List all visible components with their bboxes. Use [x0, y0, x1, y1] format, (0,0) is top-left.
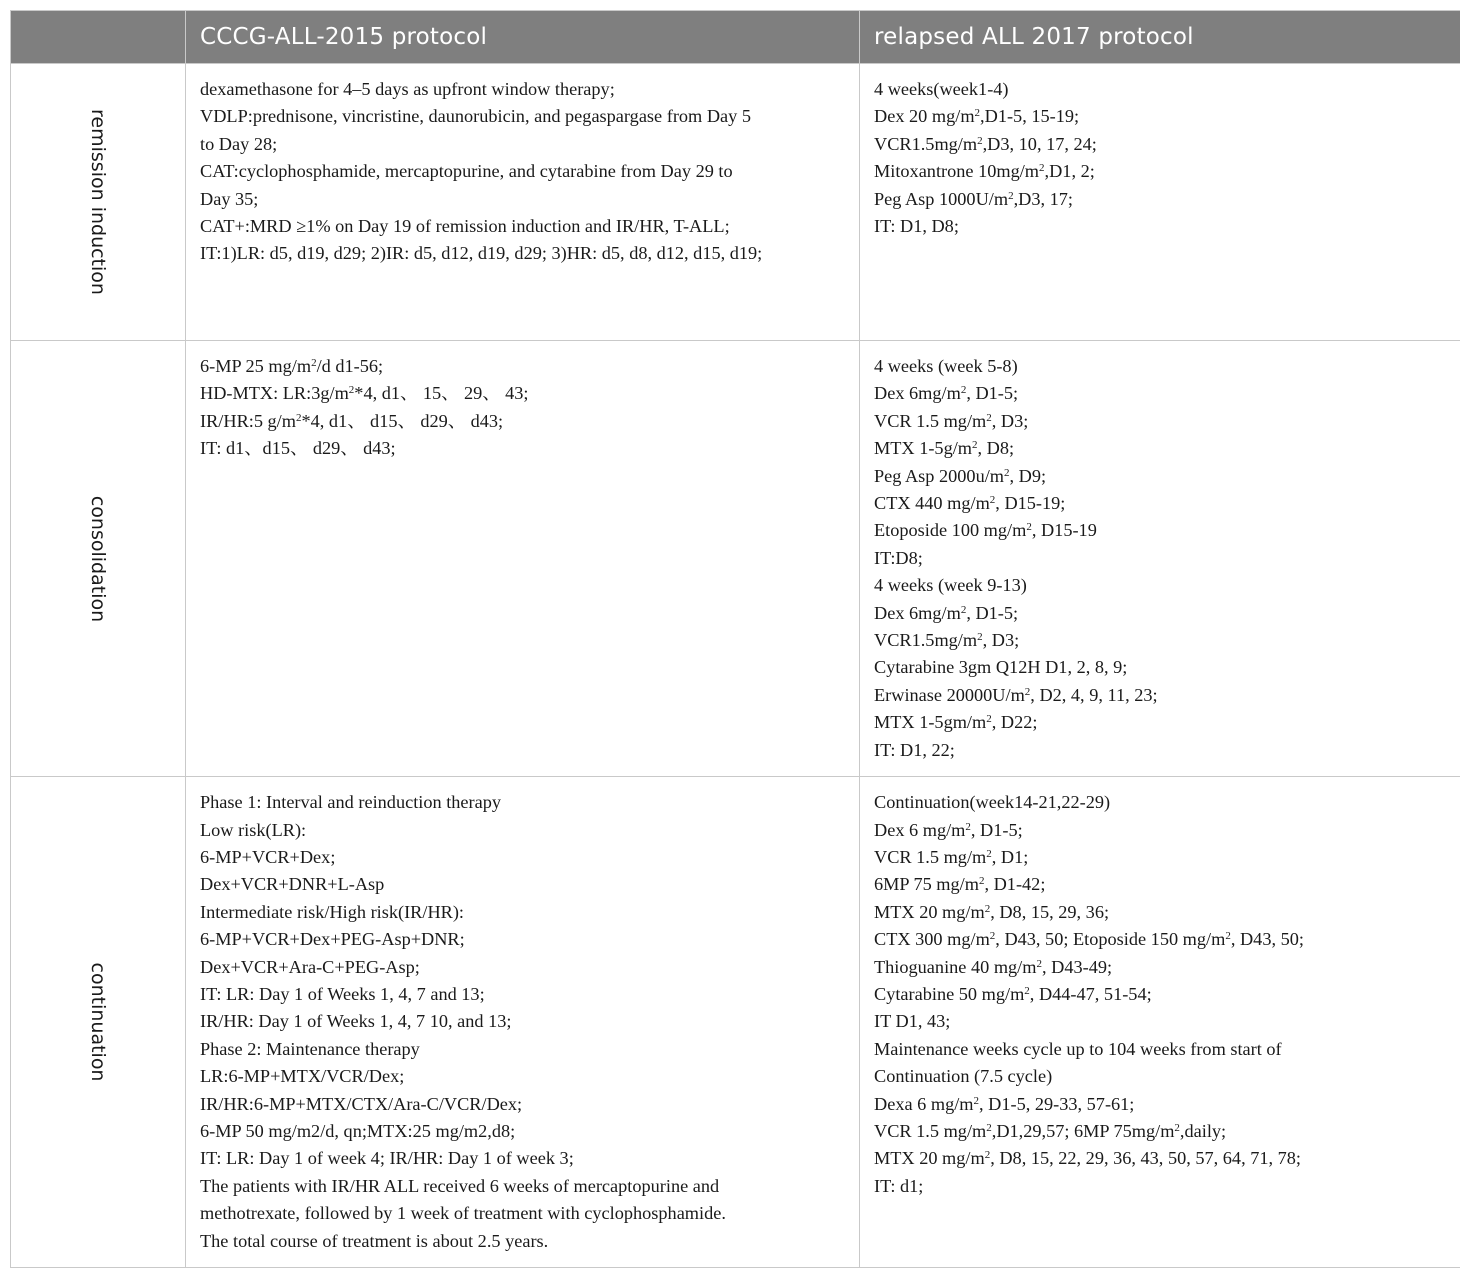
cell-line: Continuation(week14-21,22-29) [874, 792, 1111, 813]
phase-cell [11, 64, 186, 341]
cell-line: IT:1)LR: d5, d19, d29; 2)IR: d5, d12, d19, d29; 3)HR: d5, d8, d12, d15, d19; [200, 243, 763, 264]
cell-line: Dex 20 $mg/m^2,D1-5$, 15-19; [874, 106, 1080, 127]
cell-line: Continuation (7.5 cycle) [874, 1066, 1053, 1087]
cell-line: CAT:cyclophosphamide, mercaptopurine, and cytarabine from Day 29 to [200, 161, 733, 182]
cell-line: 6-MP 50 mg/m2/d, qn;MTX:25 mg/m2,d8; [200, 1120, 516, 1141]
cell-line: VCR 1.5 $mg/m^2$, D1; [874, 846, 1029, 867]
cell-line: dexamethasone for 4–5 days as upfront window therapy; [200, 79, 615, 99]
cell-line: MTX 20 $mg/m^2$, D8, 15, 22, 29, 36, 43, 50, 57, 64, 71, 78; [874, 1148, 1301, 1169]
cell-line: IT:D8; [874, 547, 923, 568]
cell-line: IT: LR: Day 1 of week 4; IR/HR: Day 1 of week 3; [200, 1148, 574, 1169]
cell-line: MTX $1-5g/m^2$, D8; [874, 438, 1015, 459]
cell-line: MTX $1-5gm/m^2$, D22; [874, 712, 1038, 733]
cell-line: The total course of treatment is about 2.5 years. [200, 1230, 549, 1251]
header-cccg-all-2015: CCCG-ALL-2015 protocol [186, 11, 860, 64]
cell-line: HD-MTX: $LR:3g/m^2*4$, d1、 15、 29、 43; [200, 383, 529, 404]
phase-label: continuation [87, 962, 109, 1082]
row-remission-induction [11, 64, 1460, 341]
cell-line: 6MP 75 $mg/m^2$, D1-42; [874, 874, 1046, 895]
cell-line: Thioguanine 40 $mg/m^2$, D43-49; [874, 956, 1113, 977]
phase-label: consolidation [87, 495, 109, 622]
cell-line: IT: d1、d15、 d29、 d43; [200, 438, 396, 459]
cell-line: The patients with IR/HR ALL received 6 weeks of mercaptopurine and [200, 1175, 720, 1196]
cell-line: MTX 20 $mg/m^2$, D8, 15, 29, 36; [874, 901, 1110, 922]
cell-line: Dex $6mg/m^2$, D1-5; [874, 383, 1019, 404]
cell-line: VDLP:prednisone, vincristine, daunorubicin, and pegaspargase from Day 5 [200, 106, 752, 127]
cell-line: Phase 2: Maintenance therapy [200, 1038, 420, 1059]
cell-line: IR/HR: Day 1 of Weeks 1, 4, 7 10, and 13; [200, 1011, 512, 1032]
cell-line: LR:6-MP+MTX/VCR/Dex; [200, 1066, 405, 1087]
cell-line: IT: D1, D8; [874, 216, 959, 237]
header-relapsed-all-2017: relapsed ALL 2017 protocol [860, 11, 1460, 64]
phase-label: remission induction [87, 109, 109, 295]
cell-line: Peg Asp $2000u/m^2$, D9; [874, 465, 1047, 486]
cell-line: IT: D1, 22; [874, 739, 955, 760]
cccg-cell [186, 341, 860, 777]
cell-line: Mitoxantrone $10mg/m^2,D1$, 2; [874, 161, 1095, 182]
cell-line: CTX 440 $mg/m^2$, D15-19; [874, 493, 1066, 514]
cell-line: IT: d1; [874, 1175, 924, 1196]
cell-line: Dex+VCR+DNR+L-Asp [200, 874, 385, 895]
cell-line: $VCR1.5mg/m^2$, D3; [874, 630, 1020, 651]
cell-line: Peg Asp $1000U/m^2,D3$, 17; [874, 188, 1073, 209]
cell-line: to Day 28; [200, 133, 278, 154]
cell-line: Phase 1: Interval and reinduction therapy [200, 792, 502, 813]
cell-line: Dex+VCR+Ara-C+PEG-Asp; [200, 956, 420, 977]
cell-line: $VCR1.5mg/m^2,D3$, 10, 17, 24; [874, 133, 1097, 154]
cell-line: 4 weeks (week 5-8) [874, 356, 1018, 376]
row-consolidation [11, 341, 1460, 777]
header-row [11, 11, 1460, 64]
cell-line: IT: LR: Day 1 of Weeks 1, 4, 7 and 13; [200, 983, 485, 1004]
phase-cell [11, 777, 186, 1268]
relapsed-cell [860, 777, 1460, 1268]
relapsed-cell [860, 341, 1460, 777]
cell-line: Dexa 6 $mg/m^2$, D1-5, 29-33, 57-61; [874, 1093, 1135, 1114]
cell-line: Erwinase $20000U/m^2$, D2, 4, 9, 11, 23; [874, 684, 1158, 705]
header-corner-cell [11, 11, 186, 64]
cell-line: IR/HR:6-MP+MTX/CTX/Ara-C/VCR/Dex; [200, 1093, 523, 1114]
cell-line: CAT+:MRD ≥1% on Day 19 of remission induction and IR/HR, T-ALL; [200, 216, 730, 237]
cell-line: 6-MP+VCR+Dex+PEG-Asp+DNR; [200, 929, 465, 950]
cell-line: Day 35; [200, 188, 259, 209]
cell-line: Etoposide 100 $mg/m^2$, D15-19 [874, 520, 1097, 541]
cell-line: 4 weeks (week 9-13) [874, 575, 1027, 596]
cell-line: Intermediate risk/High risk(IR/HR): [200, 901, 465, 922]
cell-line: Dex $6mg/m^2$, D1-5; [874, 602, 1019, 623]
cell-line: VCR 1.5 $mg/m^2$, D3; [874, 410, 1029, 431]
cell-line: Low risk(LR): [200, 819, 307, 840]
relapsed-cell [860, 64, 1460, 341]
cell-line: IR/HR:5 $g/m^2*4$, d1、 d15、 d29、 d43; [200, 410, 504, 431]
cell-line: IT D1, 43; [874, 1011, 951, 1032]
cccg-cell [186, 64, 860, 341]
cell-line: 6-MP+VCR+Dex; [200, 846, 336, 867]
cell-line: Cytarabine 50 $mg/m^2$, D44-47, 51-54; [874, 983, 1152, 1004]
phase-cell [11, 341, 186, 777]
cccg-cell [186, 777, 860, 1268]
cell-line: methotrexate, followed by 1 week of treatment with cyclophosphamide. [200, 1203, 726, 1224]
cell-line: VCR 1.5 $mg/m^2,D1,29,57$; 6MP $75mg/m^2,daily$; [874, 1120, 1227, 1141]
cell-line: Maintenance weeks cycle up to 104 weeks from start of [874, 1038, 1282, 1059]
protocol-comparison-table [10, 10, 1460, 1268]
cell-line: 4 weeks(week1-4) [874, 79, 1009, 99]
row-continuation [11, 777, 1460, 1268]
cell-line: Dex 6 $mg/m^2$, D1-5; [874, 819, 1023, 840]
cell-line: Cytarabine 3gm Q12H D1, 2, 8, 9; [874, 657, 1128, 678]
cell-line: 6-MP 25 $mg/m^2/d$ d1-56; [200, 356, 384, 376]
cell-line: CTX 300 $mg/m^2$, D43, 50; Etoposide 150 $mg/m^2$, D43, 50; [874, 929, 1304, 950]
